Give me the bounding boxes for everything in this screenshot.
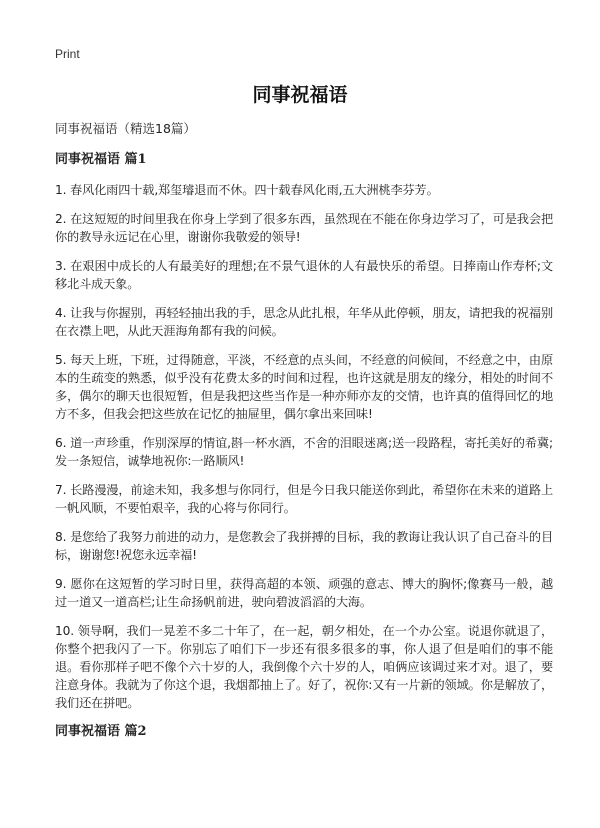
list-item: 5. 每天上班，下班，过得随意，平淡，不经意的点头间，不经意的问候间，不经意之中，由原本的生疏变的熟悉，似乎没有花费太多的时间和过程，也许这就是朋友的缘分，相处的时间不多，偶尔的聊天也很短暂，但是我把这些当作是一种亦师亦友的交情，也许真的值得回忆的地方不多，但我会把这些放在记忆的抽屉里，偶尔拿出来回味!: [55, 353, 553, 421]
list-item: 6. 道一声珍重，作别深厚的情谊,斟一杯水酒，不舍的泪眼迷离;送一段路程，寄托美好的希冀;发一条短信，诚挚地祝你:一路顺风!: [55, 436, 553, 468]
print-label: Print: [55, 47, 80, 61]
list-item: 10. 领导啊，我们一晃差不多二十年了，在一起，朝夕相处，在一个办公室。说退你就退了，你整个把我闪了一下。你别忘了咱们下一步还有很多很多的事，你人退了但是咱们的事不能退。看你那样子吧不像个六十岁的人，我倒像个六十岁的人，咱俩应该调过来才对。退了，要注意身体。我就为了你这个退，我烟都抽上了。好了，祝你:又有一片新的领域。你是解放了，我们还在拼吧。: [55, 624, 553, 710]
section-heading: 同事祝福语 篇2: [55, 724, 147, 739]
list-item: 9. 愿你在这短暂的学习时日里，获得高超的本领、顽强的意志、博大的胸怀;像赛马一般，越过一道又一道高栏;让生命扬帆前进，驶向碧波滔滔的大海。: [55, 577, 553, 609]
page-title: 同事祝福语: [252, 84, 348, 106]
section-heading: 同事祝福语 篇1: [55, 152, 147, 167]
list-item: 7. 长路漫漫，前途未知，我多想与你同行，但是今日我只能送你到此，希望你在未来的道路上一帆风顺，不要怕艰辛，我的心将与你同行。: [55, 483, 553, 515]
list-item: 1. 春风化雨四十载,郑玺璿退而不休。四十载春风化雨,五大洲桃李芬芳。: [55, 183, 439, 197]
list-item: 3. 在艰困中成长的人有最美好的理想;在不景气退休的人有最快乐的希望。日捧南山作寿杯;文移北斗成天象。: [55, 259, 553, 291]
list-item: 4. 让我与你握别，再轻轻抽出我的手，思念从此扎根，年华从此停顿，朋友，请把我的祝福别在衣襟上吧，从此天涯海角都有我的问候。: [55, 306, 553, 338]
document-subtitle: 同事祝福语（精选18篇）: [55, 121, 196, 136]
list-item: 2. 在这短短的时间里我在你身上学到了很多东西，虽然现在不能在你身边学习了，可是我会把你的教导永远记在心里，谢谢你我敬爱的领导!: [55, 212, 553, 244]
document-body: [55, 121, 553, 753]
list-item: 8. 是您给了我努力前进的动力，是您教会了我拼搏的目标，我的教诲让我认识了自己奋斗的目标，谢谢您!祝您永远幸福!: [55, 530, 553, 562]
